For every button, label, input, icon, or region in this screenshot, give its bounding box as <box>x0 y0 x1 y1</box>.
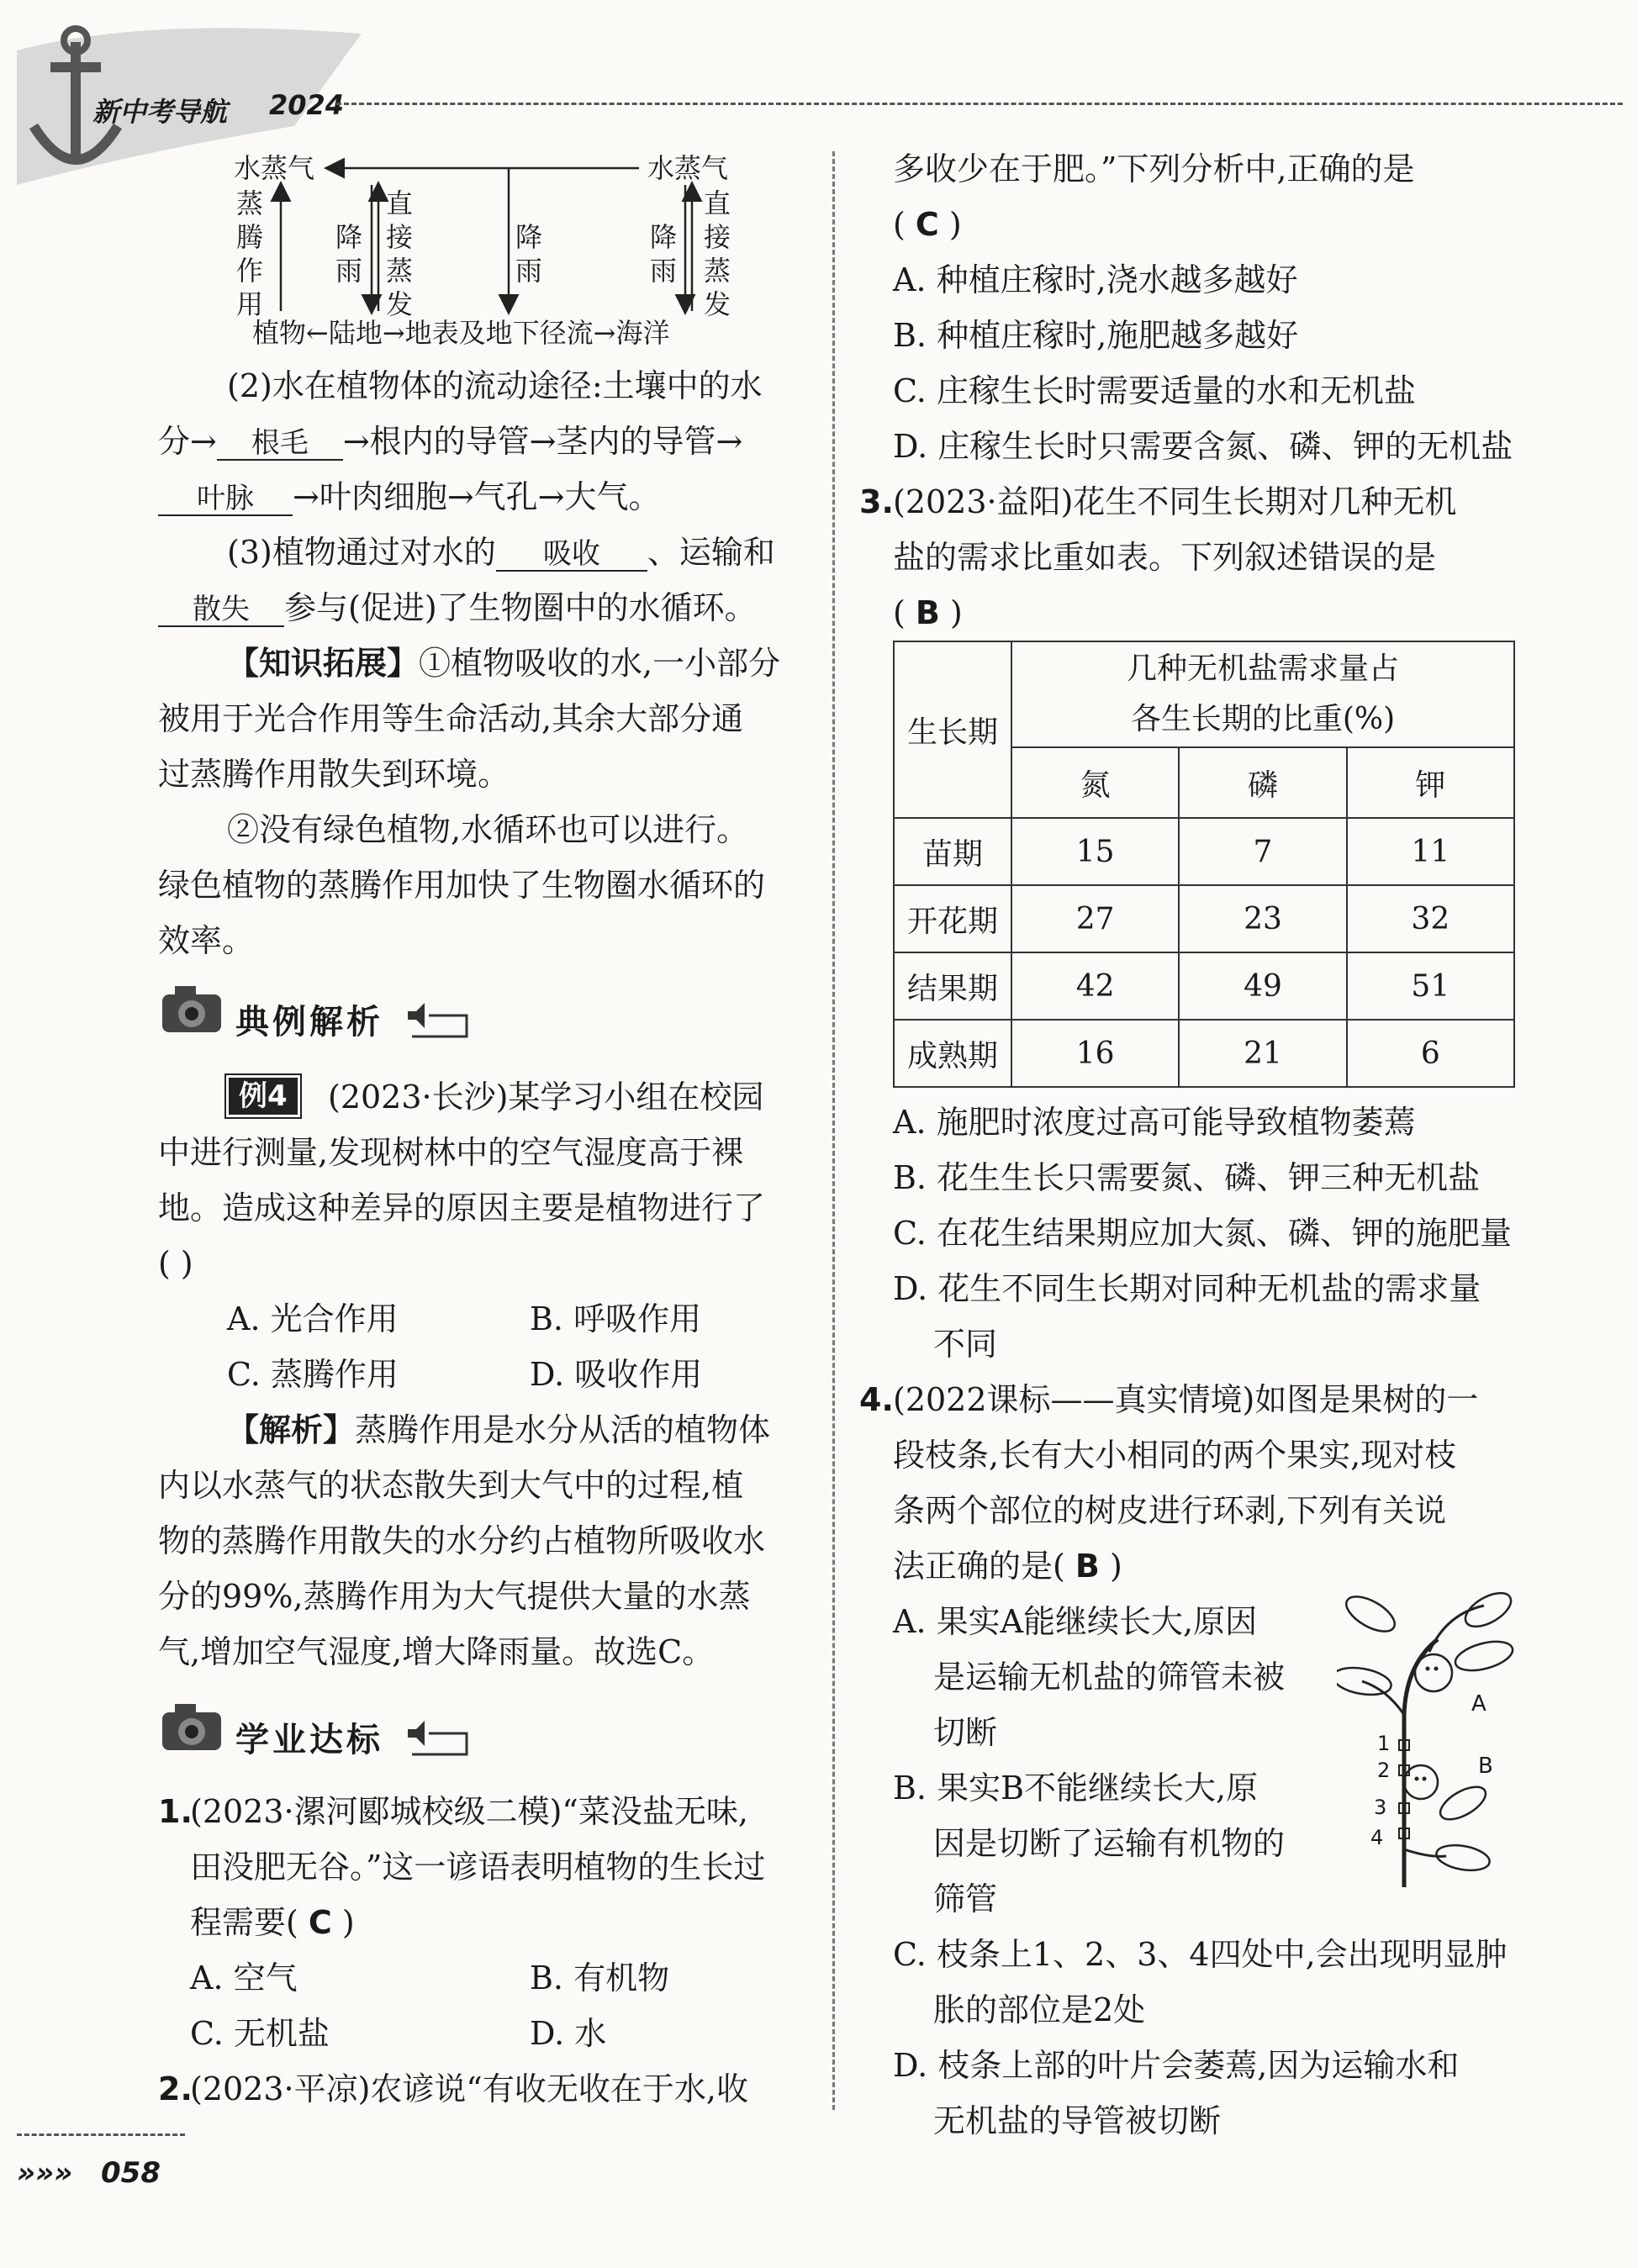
q3-number: 3. <box>859 483 894 520</box>
extension2-line2: 绿色植物的蒸腾作用加快了生物圈水循环的 <box>158 867 766 904</box>
analysis-line2: 内以水蒸气的状态散失到大气中的过程,植 <box>158 1467 744 1504</box>
q4-option-b-line3: 筛管 <box>933 1880 998 1917</box>
diagram-bottom-row: 植物←陆地→地表及地下径流→海洋 <box>252 317 670 349</box>
q3-option-a: A. 施肥时浓度过高可能导致植物萎蔫 <box>893 1104 1416 1141</box>
q2-option-a: A. 种植庄稼时,浇水越多越好 <box>893 261 1298 298</box>
table-row: 开花期 27 23 32 <box>894 885 1514 952</box>
vapor-right-label: 水蒸气 <box>647 152 729 184</box>
section-title-practice: 学业达标 <box>235 1721 383 1759</box>
example-option-b: B. 呼吸作用 <box>530 1300 702 1337</box>
q4-option-a-line1: A. 果实A能继续长大,原因 <box>893 1603 1258 1640</box>
table-col-n: 氮 <box>1011 747 1179 818</box>
figure-label-b: B <box>1478 1754 1493 1779</box>
answer-blank-absorb: 吸收 <box>496 538 647 572</box>
analysis-line4: 分的99%,蒸腾作用为大气提供大量的水蒸 <box>158 1578 751 1615</box>
figure-label-4: 4 <box>1370 1826 1384 1849</box>
section-title-examples: 典例解析 <box>235 1003 383 1042</box>
example-option-d: D. 吸收作用 <box>530 1356 703 1393</box>
q4-option-a-line3: 切断 <box>933 1714 998 1751</box>
header-year: 2024 <box>269 89 345 121</box>
q1-option-c: C. 无机盐 <box>190 2015 330 2052</box>
q2-line1: (2023·平凉)农谚说“有收无收在于水,收 <box>190 2070 748 2107</box>
q4-number: 4. <box>859 1381 894 1418</box>
example-tag: 例4 <box>229 1078 298 1115</box>
table-header-ratio: 几种无机盐需求量占 各生长期的比重(%) <box>1011 641 1514 747</box>
extension2-line3: 效率。 <box>158 922 255 959</box>
example-line2: 中进行测量,发现树林中的空气湿度高于裸 <box>158 1134 744 1171</box>
answer-blank-vein: 叶脉 <box>158 483 293 516</box>
q3-answer: B <box>915 594 940 631</box>
rain-label-3: 降雨 <box>649 221 677 287</box>
q2-option-b: B. 种植庄稼时,施肥越多越好 <box>893 317 1299 354</box>
q2-line2: 多收少在于肥。”下列分析中,正确的是 <box>893 150 1415 187</box>
q3-line1: (2023·益阳)花生不同生长期对几种无机 <box>893 483 1457 520</box>
q1-number: 1. <box>158 1793 193 1830</box>
p2-line3: 叶脉 →叶肉细胞→气孔→大气。 <box>158 481 661 516</box>
figure-label-2: 2 <box>1377 1759 1391 1782</box>
q3-option-c: C. 在花生结果期应加大氮、磷、钾的施肥量 <box>893 1215 1512 1252</box>
rain-label-2: 降雨 <box>515 221 542 287</box>
q2-option-c: C. 庄稼生长时需要适量的水和无机盐 <box>893 372 1416 409</box>
direct-evap-label-1: 直接蒸发 <box>385 187 413 320</box>
q3-line2: 盐的需求比重如表。下列叙述错误的是 <box>893 539 1437 576</box>
analysis-line5: 气,增加空气湿度,增大降雨量。故选C。 <box>158 1633 715 1670</box>
figure-label-1: 1 <box>1377 1732 1391 1755</box>
q4-option-c-line1: C. 枝条上1、2、3、4四处中,会出现明显肿 <box>893 1936 1508 1973</box>
direct-evap-label-2: 直接蒸发 <box>703 187 731 320</box>
q1-answer: C <box>308 1904 332 1941</box>
extension-line1: 【知识拓展】①植物吸收的水,一小部分 <box>227 645 781 682</box>
q4-option-d-line2: 无机盐的导管被切断 <box>933 2102 1222 2139</box>
example-option-c: C. 蒸腾作用 <box>227 1356 399 1393</box>
q4-option-d-line1: D. 枝条上部的叶片会萎蔫,因为运输水和 <box>893 2047 1460 2084</box>
table-header-period: 生长期 <box>894 641 1011 818</box>
q3-option-d-line1: D. 花生不同生长期对同种无机盐的需求量 <box>893 1270 1481 1307</box>
page-number: 058 <box>101 2156 161 2190</box>
q1-option-d: D. 水 <box>530 2015 607 2052</box>
table-col-p: 磷 <box>1179 747 1346 818</box>
speaker-icon <box>404 1717 471 1762</box>
answer-blank-lose: 散失 <box>158 593 284 627</box>
table-col-k: 钾 <box>1347 747 1514 818</box>
extension-line3: 过蒸腾作用散失到环境。 <box>158 756 510 793</box>
q1-option-b: B. 有机物 <box>530 1959 670 1996</box>
rain-label-1: 降雨 <box>335 221 362 287</box>
speaker-icon <box>404 999 471 1044</box>
q3-option-d-line2: 不同 <box>933 1326 998 1363</box>
p2-line2: 分→ 根毛 →根内的导管→茎内的导管→ <box>158 423 743 460</box>
table-row: 苗期 15 7 11 <box>894 818 1514 885</box>
q2-number: 2. <box>158 2070 193 2107</box>
table-row: 结果期 42 49 51 <box>894 952 1514 1020</box>
q3-option-b: B. 花生生长只需要氮、磷、钾三种无机盐 <box>893 1159 1481 1196</box>
q2-answer-line: ( C ) <box>893 206 962 243</box>
fruit-branch-figure <box>1337 1589 1522 1891</box>
q4-line1: (2022课标——真实情境)如图是果树的一 <box>893 1381 1479 1418</box>
vapor-left-label: 水蒸气 <box>234 152 315 184</box>
camera-icon <box>158 982 234 1044</box>
figure-label-3: 3 <box>1374 1796 1387 1819</box>
q4-option-b-line2: 因是切断了运输有机物的 <box>933 1825 1286 1862</box>
q1-line1: (2023·漯河郾城校级二模)“菜没盐无味, <box>190 1793 748 1830</box>
q4-line3: 条两个部位的树皮进行环剥,下列有关说 <box>893 1492 1447 1529</box>
analysis-line1: 【解析】蒸腾作用是水分从活的植物体 <box>227 1411 771 1448</box>
q2-option-d: D. 庄稼生长时只需要含氮、磷、钾的无机盐 <box>893 428 1513 465</box>
extension-line2: 被用于光合作用等生命活动,其余大部分通 <box>158 700 744 737</box>
p2-line1: (2)水在植物体的流动途径:土壤中的水 <box>227 367 763 404</box>
q4-option-a-line2: 是运输无机盐的筛管未被 <box>933 1659 1286 1696</box>
q1-line2: 田没肥无谷。”这一谚语表明植物的生长过 <box>190 1849 766 1886</box>
footer-arrows-icon: »»» <box>17 2156 73 2190</box>
q1-line3: 程需要( C ) <box>190 1904 355 1941</box>
q4-answer: B <box>1075 1548 1100 1585</box>
column-divider <box>832 151 835 2110</box>
extension2-line1: ②没有绿色植物,水循环也可以进行。 <box>227 811 749 848</box>
table-row: 成熟期 16 21 6 <box>894 1020 1514 1087</box>
figure-label-a: A <box>1471 1691 1487 1717</box>
example-line3: 地。造成这种差异的原因主要是植物进行了 <box>158 1189 766 1226</box>
analysis-line3: 物的蒸腾作用散失的水分约占植物所吸收水 <box>158 1522 766 1559</box>
header-series-title: 新中考导航 <box>92 96 228 128</box>
nutrient-table <box>893 641 1515 1088</box>
example-line4: ( ) <box>158 1245 193 1282</box>
example-line1: (2023·长沙)某学习小组在校园 <box>328 1079 764 1116</box>
q4-line2: 段枝条,长有大小相同的两个果实,现对枝 <box>893 1437 1457 1474</box>
footer-dashed-line <box>17 2134 185 2136</box>
p3-line1: (3)植物通过对水的 吸收 、运输和 <box>227 534 775 571</box>
q2-answer: C <box>915 206 939 243</box>
q4-option-c-line2: 胀的部位是2处 <box>933 1991 1146 2028</box>
header-dashed-line <box>336 103 1623 105</box>
q4-line4: 法正确的是( B ) <box>893 1548 1122 1585</box>
q1-option-a: A. 空气 <box>190 1959 298 1996</box>
example-option-a: A. 光合作用 <box>227 1300 399 1337</box>
p3-line2: 散失 参与(促进)了生物圈中的水循环。 <box>158 592 757 627</box>
q4-option-b-line1: B. 果实B不能继续长大,原 <box>893 1770 1259 1806</box>
transpiration-label: 蒸腾作用 <box>235 187 263 320</box>
q3-answer-line: ( B ) <box>893 594 963 631</box>
camera-icon <box>158 1700 234 1762</box>
answer-blank-root-hair: 根毛 <box>217 427 343 461</box>
